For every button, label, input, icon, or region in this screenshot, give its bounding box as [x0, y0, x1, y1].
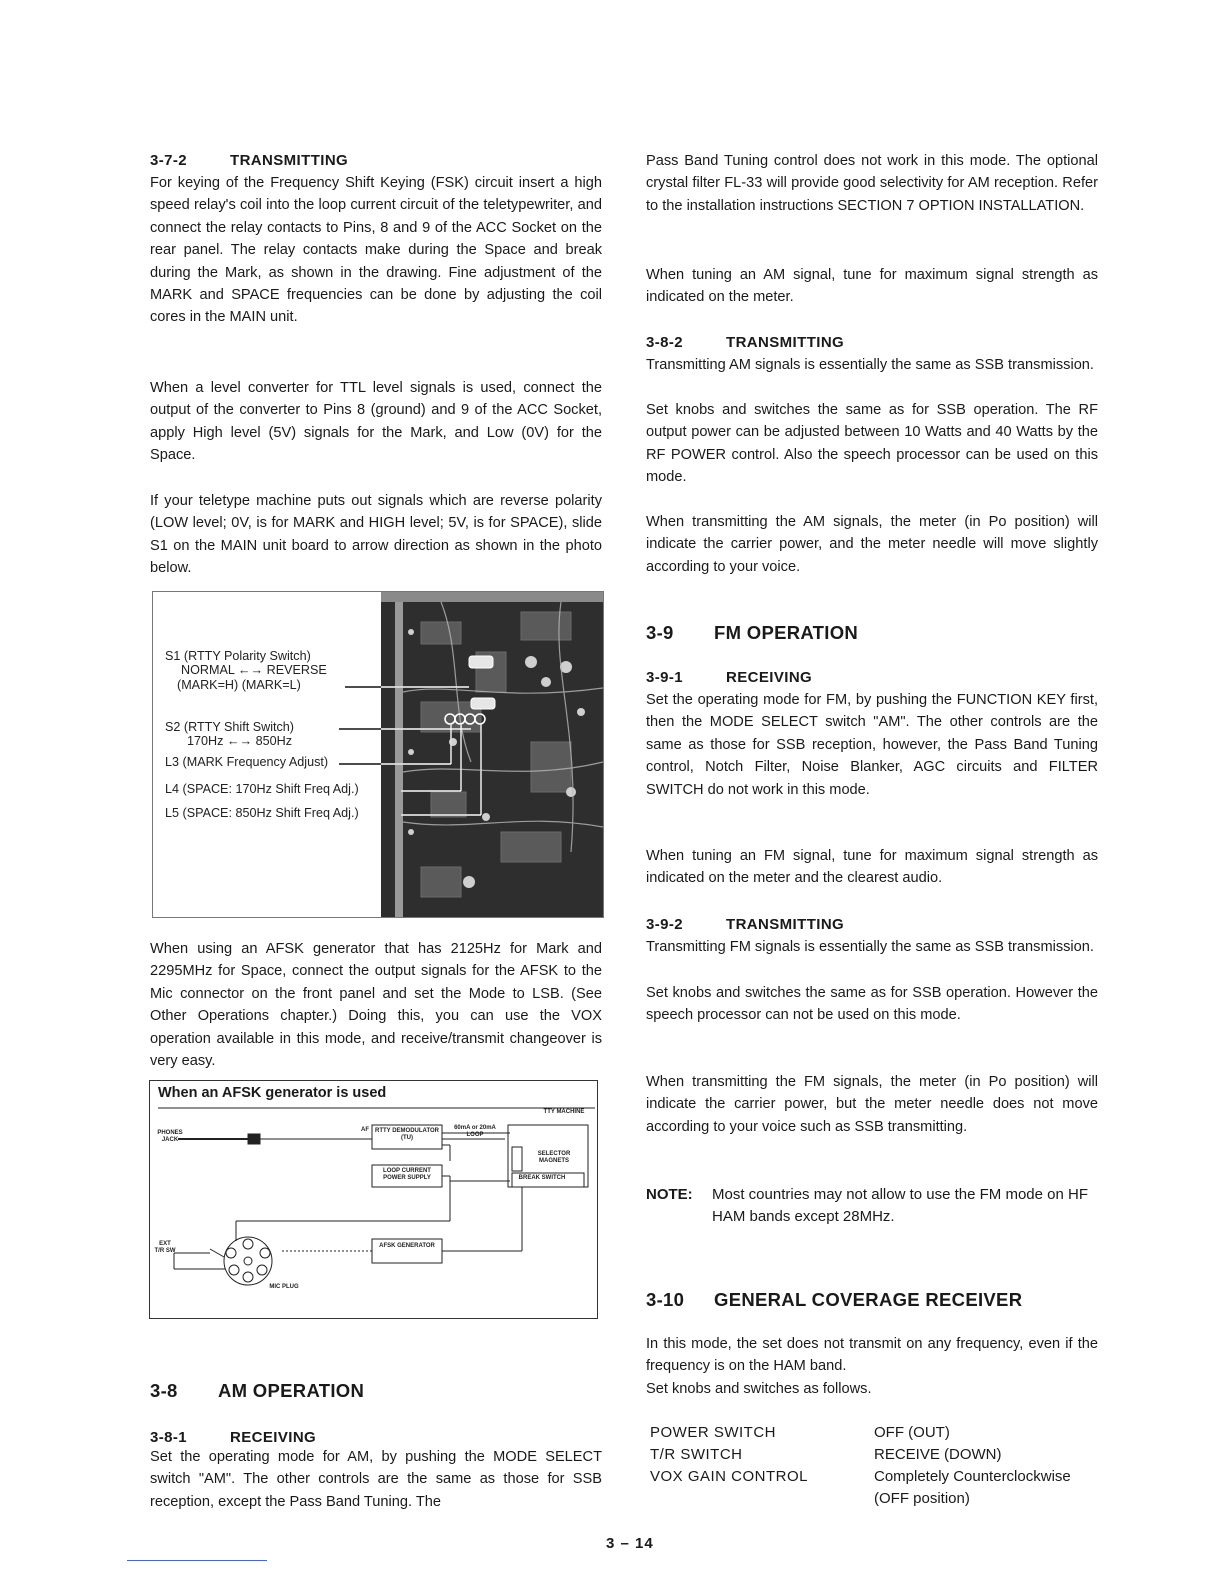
s1-mark-levels: (MARK=H) (MARK=L) — [177, 678, 301, 692]
afsk-generator-label: AFSK GENERATOR — [379, 1243, 435, 1249]
s2-label: S2 (RTTY Shift Switch) — [165, 720, 295, 734]
paragraph-am-meter: When transmitting the AM signals, the meter (in Po position) will indicate the carrier power, and the meter needle will move slightly according to your voice. — [646, 514, 1098, 575]
heading-3-9-2 — [646, 914, 1098, 936]
afsk-diagram-title: When an AFSK generator is used — [158, 1085, 387, 1101]
l5-label: L5 (SPACE: 850Hz Shift Freq Adj.) — [165, 806, 359, 820]
paragraph-fm-tuning: When tuning an FM signal, tune for maximum signal strength as indicated on the meter and the clearest audio. — [646, 848, 1098, 887]
heading-number: 3-9 — [646, 622, 674, 643]
paragraph-ttl-converter: When a level converter for TTL level signals is used, connect the output of the converter to Pins 8 (ground) and 9 of the ACC Socket, apply High level (5V) signals for the Mark, and Low (0V) for the Space. — [150, 380, 602, 464]
heading-3-10 — [646, 1287, 1098, 1313]
note-text: Most countries may not allow to use the FM mode on HF HAM bands except 28MHz. — [712, 1186, 1088, 1226]
phones-jack-label: PHONES JACK — [157, 1130, 183, 1143]
heading-3-7-2 — [150, 150, 602, 172]
mic-plug-label: MIC PLUG — [269, 1284, 299, 1290]
note-block — [646, 1184, 1098, 1229]
paragraph-fm-transmit-intro: Transmitting FM signals is essentially the same as SSB transmission. — [646, 939, 1094, 955]
heading-label: FM OPERATION — [714, 622, 859, 643]
heading-number: 3-8 — [150, 1380, 178, 1401]
heading-label: RECEIVING — [230, 1429, 317, 1446]
setting-value: (OFF position) — [874, 1490, 970, 1507]
main-unit-photo — [152, 591, 604, 918]
heading-label: GENERAL COVERAGE RECEIVER — [714, 1289, 1023, 1310]
paragraph-fsk-keying: For keying of the Frequency Shift Keying (FSK) circuit insert a high speed relay's coil into the loop current circuit of the teletypewriter, and connect the relay contacts to Pins, 8 and 9 of the ACC Socket on the rear panel. The relay contacts make during the Space and break during the Mark, as shown in the drawing. Fine adjustment of the MARK and SPACE frequencies can be done by adjusting the coil cores in the MAIN unit. — [150, 175, 602, 326]
heading-label: TRANSMITTING — [230, 152, 349, 169]
footer-rule — [127, 1560, 267, 1561]
paragraph-fm-receiving: Set the operating mode for FM, by pushing the FUNCTION KEY first, then the MODE SELECT switch "AM". The other controls are the same as those for SSB reception, however, the Pass Band Tuning control, Notch Filter, Noise Blanker, AGC circuits and FILTER SWITCH do not work in this mode. — [646, 692, 1098, 798]
afsk-diagram — [149, 1080, 598, 1319]
setting-value: OFF (OUT) — [874, 1424, 950, 1441]
l4-label: L4 (SPACE: 170Hz Shift Freq Adj.) — [165, 782, 359, 796]
heading-label: TRANSMITTING — [726, 916, 845, 933]
af-label: AF — [361, 1127, 369, 1133]
loop-supply-label: LOOP CURRENT POWER SUPPLY — [383, 1168, 431, 1181]
paragraph-fm-transmit-settings: Set knobs and switches the same as for SSB operation. However the speech processor can not be used on this mode. — [646, 985, 1098, 1024]
setting-key: POWER SWITCH — [650, 1424, 776, 1441]
heading-3-8 — [150, 1378, 602, 1404]
rtty-demodulator-label: RTTY DEMODULATOR (TU) — [375, 1128, 439, 1141]
paragraph-am-receiving: Set the operating mode for AM, by pushing the MODE SELECT switch "AM". The other controls are the same as those for SSB reception, except the Pass Band Tuning. The — [150, 1449, 602, 1510]
heading-label: RECEIVING — [726, 669, 813, 686]
heading-number: 3-9-2 — [646, 916, 684, 933]
s1-label: S1 (RTTY Polarity Switch) — [165, 649, 311, 663]
loop-current-label: 60mA or 20mA LOOP — [454, 1125, 496, 1138]
heading-3-8-2 — [646, 332, 1098, 354]
note-label: NOTE: — [646, 1186, 693, 1203]
heading-number: 3-10 — [646, 1289, 685, 1310]
paragraph-afsk-generator: When using an AFSK generator that has 2125Hz for Mark and 2295MHz for Space, connect the output signals for the AFSK to the Mic connector on the front panel and set the Mode to LSB. (See Other Operations chapter.) Doing this, you can use the VOX operation available in this mode, and receive/transmit changeover is very easy. — [150, 941, 602, 1070]
l3-label: L3 (MARK Frequency Adjust) — [165, 755, 329, 769]
setting-key: VOX GAIN CONTROL — [650, 1468, 809, 1485]
paragraph-fm-meter: When transmitting the FM signals, the meter (in Po position) will indicate the carrier power, but the meter needle does not move according to your voice such as SSB transmitting. — [646, 1074, 1098, 1135]
paragraph-pbt-note: Pass Band Tuning control does not work in this mode. The optional crystal filter FL-33 will provide good selectivity for AM reception. Refer to the installation instructions SECTION 7 OPTION INSTALLATION. — [646, 153, 1098, 214]
s2-positions: 170Hz ←→ 850Hz — [187, 734, 292, 748]
setting-value: RECEIVE (DOWN) — [874, 1446, 1002, 1463]
setting-value: Completely Counterclockwise — [874, 1468, 1071, 1485]
heading-label: TRANSMITTING — [726, 334, 845, 351]
paragraph-am-tuning: When tuning an AM signal, tune for maximum signal strength as indicated on the meter. — [646, 267, 1098, 306]
setting-key: T/R SWITCH — [650, 1446, 743, 1463]
heading-number: 3-8-2 — [646, 334, 684, 351]
s1-positions: NORMAL ←→ REVERSE — [181, 663, 327, 677]
paragraph-reverse-polarity: If your teletype machine puts out signals which are reverse polarity (LOW level; 0V, is for MARK and HIGH level; 5V, is for SPACE), slide S1 on the MAIN unit board to arrow direction as shown in the photo below. — [150, 493, 602, 577]
paragraph-am-transmit-settings: Set knobs and switches the same as for SSB operation. The RF output power can be adjusted between 10 Watts and 40 Watts by the RF POWER control. Also the speech processor can be used on this mode. — [646, 402, 1098, 486]
tty-machine-label: TTY MACHINE — [543, 1109, 585, 1115]
paragraph-gc-settings-intro: Set knobs and switches as follows. — [646, 1381, 872, 1397]
paragraph-am-transmit-intro: Transmitting AM signals is essentially the same as SSB transmission. — [646, 357, 1094, 373]
heading-number: 3-7-2 — [150, 152, 188, 169]
ext-tr-switch-label: EXT T/R SW — [154, 1241, 176, 1254]
heading-3-9-1 — [646, 667, 1098, 689]
selector-magnets-label: SELECTOR MAGNETS — [537, 1151, 571, 1164]
heading-number: 3-9-1 — [646, 669, 684, 686]
heading-label: AM OPERATION — [218, 1380, 365, 1401]
heading-number: 3-8-1 — [150, 1429, 188, 1446]
break-switch-label: BREAK SWITCH — [518, 1175, 566, 1181]
page-number: 3 – 14 — [606, 1535, 654, 1552]
heading-3-9 — [646, 620, 1098, 646]
paragraph-gc-receiver: In this mode, the set does not transmit on any frequency, even if the frequency is on the HAM band. — [646, 1336, 1098, 1375]
